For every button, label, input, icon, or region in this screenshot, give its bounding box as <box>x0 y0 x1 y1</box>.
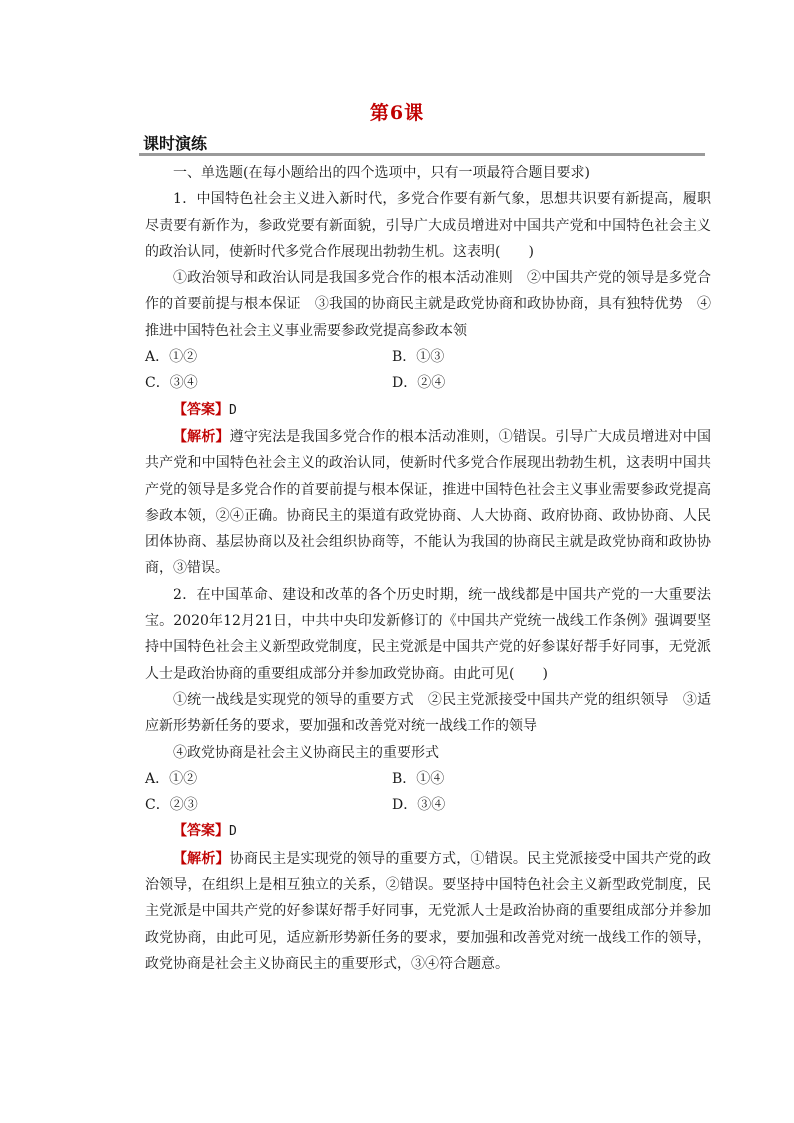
analysis-label: 【解析】 <box>173 850 230 867</box>
question-1-option-b: B．①③ <box>392 349 445 366</box>
answer-label: 【答案】 <box>173 823 229 840</box>
question-1-analysis <box>145 424 711 582</box>
question-2-option-b: B．①④ <box>392 770 445 787</box>
analysis-text: 遵守宪法是我国多党合作的根本活动准则，①错误。引导广大成员增进对中国共产党和中国特色社会主义的政治认同，使新时代多党合作展现出勃勃生机，这表明中国共产党的领导是多党合作的首要前提与根本保证，推进中国特色社会主义事业需要参政党提高参政本领，②④正确。协商民主的渠道有政党协商、人大协商、政府协商、政协协商、人民团体协商、基层协商以及社会组织协商等，不能认为我国的协商民主就是政党协商和政协协商，③错误。 <box>145 428 712 577</box>
question-2-statements: ①统一战线是实现党的领导的重要方式 ②民主党派接受中国共产党的组织领导 ③适应新形势新任务的要求，要加强和改善党对统一战线工作的领导 <box>145 691 711 735</box>
answer-label: 【答案】 <box>173 401 229 418</box>
question-1-option-c: C．③④ <box>145 375 198 392</box>
question-2-statements-cont: ④政党协商是社会主义协商民主的重要形式 <box>173 744 439 761</box>
section-divider <box>139 153 705 156</box>
question-1-answer <box>145 397 711 424</box>
question-2-option-a: A．①② <box>145 770 198 787</box>
question-1-option-a: A．①② <box>145 349 198 366</box>
question-1-stem: 1．中国特色社会主义进入新时代，多党合作要有新气象，思想共识要有新提高，履职尽责要有新作为，参政党要有新面貌，引导广大成员增进对中国共产党和中国特色社会主义的政治认同，使新时代多党合作展现出勃勃生机。这表明( ) <box>145 191 711 260</box>
question-2-option-c: C．②③ <box>145 797 198 814</box>
question-1-options-row2 <box>145 370 711 396</box>
question-2-options <box>145 766 711 792</box>
answer-value: D <box>229 824 237 840</box>
question-2-analysis <box>145 846 711 977</box>
document-body <box>145 160 711 977</box>
section-heading: 课时演练 <box>143 134 208 153</box>
analysis-label: 【解析】 <box>173 428 230 445</box>
answer-value: D <box>229 402 237 418</box>
analysis-text: 协商民主是实现党的领导的重要方式，①错误。民主党派接受中国共产党的政治领导，在组织上是相互独立的关系，②错误。要坚持中国特色社会主义新型政党制度，民主党派是中国共产党的好参谋好帮手好同事，无党派人士是政治协商的重要组成部分并参加政党协商，由此可见，适应新形势新任务的要求，要加强和改善党对统一战线工作的领导，政党协商是社会主义协商民主的重要形式，③④符合题意。 <box>145 850 712 972</box>
question-2-answer <box>145 818 711 845</box>
question-1-options <box>145 344 711 370</box>
question-2-option-d: D．③④ <box>392 797 446 814</box>
lesson-title: 第6课 <box>369 102 425 124</box>
question-2-stem: 2．在中国革命、建设和改革的各个历史时期，统一战线都是中国共产党的一大重要法宝。2020年12月21日，中共中央印发新修订的《中国共产党统一战线工作条例》强调要坚持中国特色社会主义新型政党制度，民主党派是中国共产党的好参谋好帮手好同事，无党派人士是政治协商的重要组成部分并参加政党协商。由此可见( ) <box>145 586 711 682</box>
question-2-options-row2 <box>145 792 711 818</box>
question-1-statements: ①政治领导和政治认同是我国多党合作的根本活动准则 ②中国共产党的领导是多党合作的首要前提与根本保证 ③我国的协商民主就是政党协商和政协协商，具有独特优势 ④推进中国特色社会主义事业需要参政党提高参政本领 <box>145 270 711 339</box>
question-1-option-d: D．②④ <box>392 375 446 392</box>
part-heading: 一、单选题(在每小题给出的四个选项中，只有一项最符合题目要求) <box>173 165 590 181</box>
